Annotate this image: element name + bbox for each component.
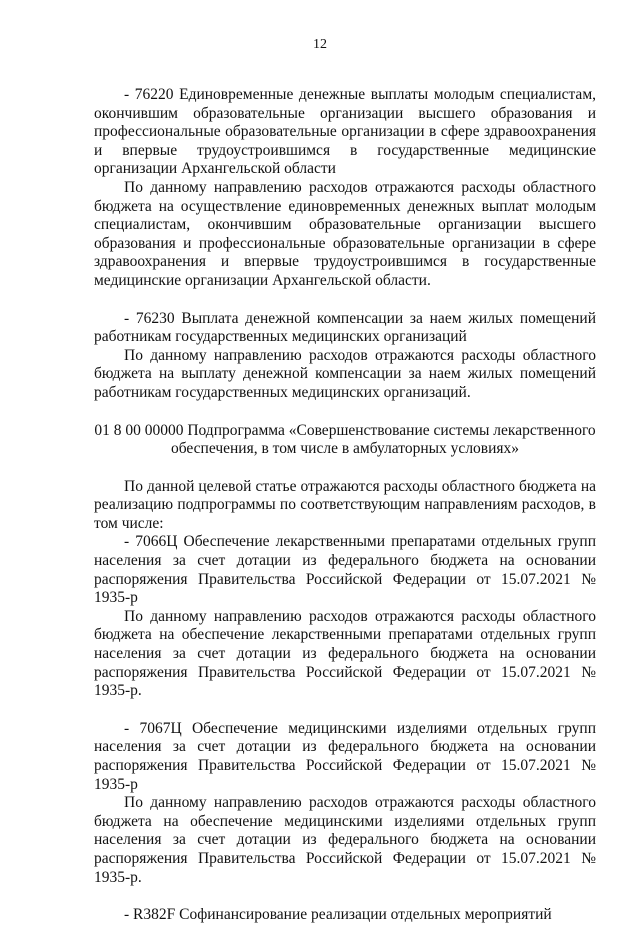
subprogram-heading: 01 8 00 00000 Подпрограмма «Совершенствование системы лекарственного обеспечения, в том числе в амбулаторных условиях» — [94, 421, 596, 458]
spacer — [94, 291, 596, 310]
item-7067-description: По данному направлению расходов отражаются расходы областного бюджета на обеспечение медицинскими изделиями отдельных групп населения за счет дотации из федерального бюджета на основании распоряжения Правительства Российской Федерации от 15.07.2021 № 1935-р. — [94, 794, 596, 886]
page-number: 12 — [313, 37, 327, 52]
item-7067-title: - 7067Ц Обеспечение медицинскими изделиями отдельных групп населения за счет дотации из федерального бюджета на основании распоряжения Правительства Российской Федерации от 15.07.2021 № 1935-р — [94, 719, 596, 793]
item-76220-title: - 76220 Единовременные денежные выплаты молодым специалистам, окончившим образовательные организации высшего образования и профессиональные образовательные организации в сфере здравоохранения и впервые трудоустроившимся в государственные медицинские организации Архангельской области — [94, 86, 596, 178]
subprogram-intro: По данной целевой статье отражаются расходы областного бюджета на реализацию подпрограммы по соответствующим направлениям расходов, в том числе: — [94, 477, 596, 532]
item-r382f-title: - R382F Софинансирование реализации отдельных мероприятий — [124, 906, 552, 924]
item-7066-title: - 7066Ц Обеспечение лекарственными препаратами отдельных групп населения за счет дотации из федерального бюджета на основании распоряжения Правительства Российской Федерации от 15.07.2021 № 1935-р — [94, 533, 596, 607]
item-76230-description: По данному направлению расходов отражаются расходы областного бюджета на выплату денежной компенсации за наем жилых помещений работникам государственных медицинских организаций. — [94, 346, 596, 401]
spacer — [94, 887, 596, 906]
spacer — [94, 403, 596, 422]
item-76220-description: По данному направлению расходов отражаются расходы областного бюджета на осуществление единовременных денежных выплат молодым специалистам, окончившим образовательные организации высшего образования и профессиональные образовательные организации в сфере здравоохранения и впервые трудоустроившимся в государственные медицинские организации Архангельской области. — [94, 178, 596, 289]
spacer — [94, 701, 596, 720]
spacer — [94, 459, 596, 478]
item-7066-description: По данному направлению расходов отражаются расходы областного бюджета на обеспечение лекарственными препаратами отдельных групп населения за счет дотации из федерального бюджета на основании распоряжения Правительства Российской Федерации от 15.07.2021 № 1935-р. — [94, 607, 596, 700]
item-76230-title: - 76230 Выплата денежной компенсации за наем жилых помещений работникам государственных медицинских организаций — [94, 309, 596, 346]
page-content — [94, 86, 596, 925]
